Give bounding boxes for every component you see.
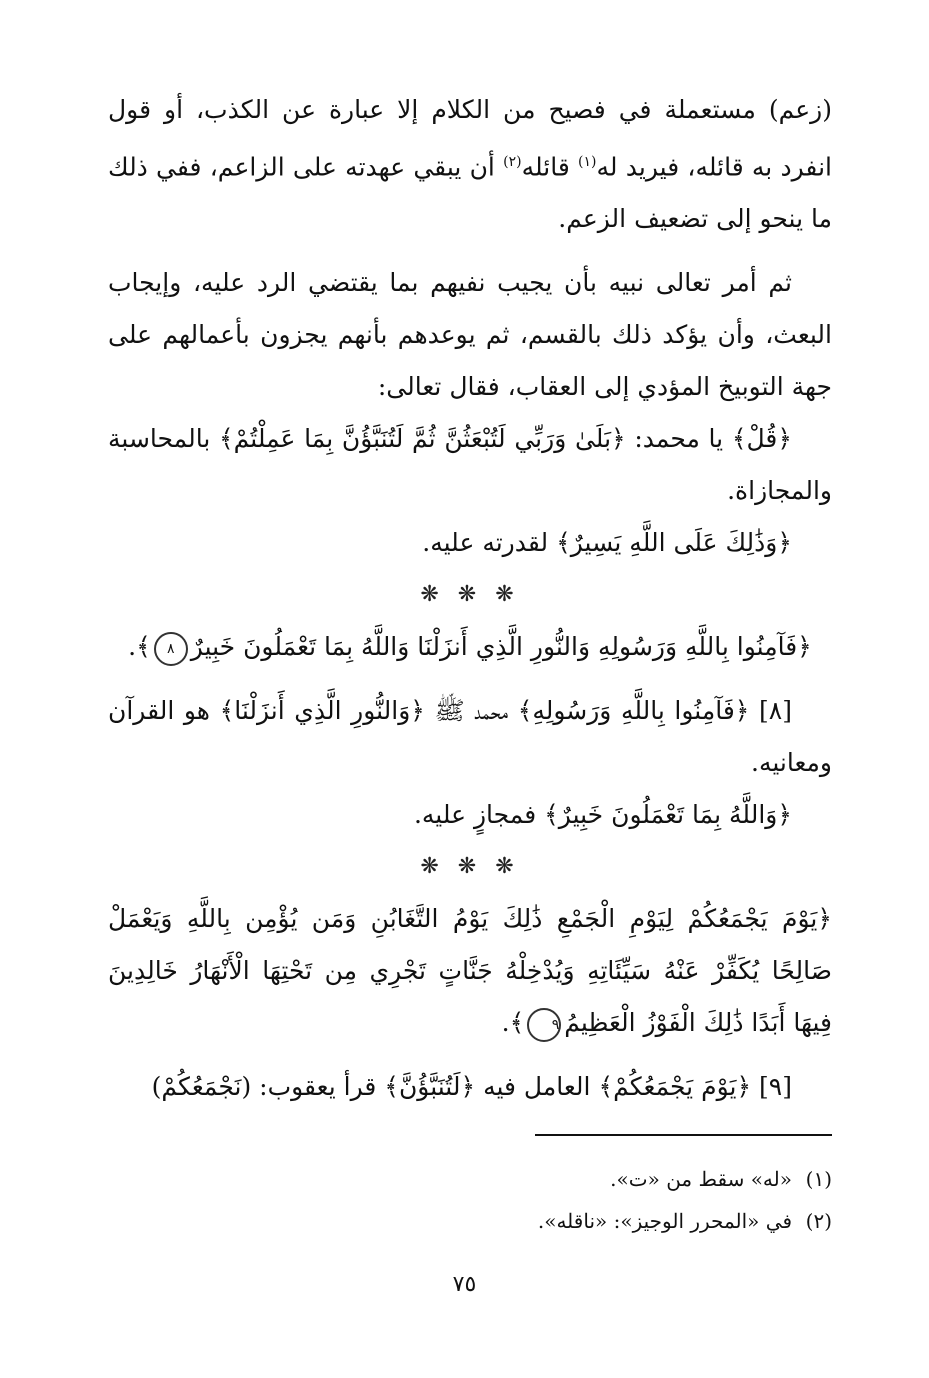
footnote-number: (٢) (805, 1209, 832, 1233)
text-run: هو القرآن ومعانيه. (108, 696, 832, 778)
quran-quote: ﴿يَوْمَ يَجْمَعُكُمْ﴾ (598, 1072, 752, 1102)
text-run: يا محمد: (625, 424, 732, 454)
text-run: فمجازٍ عليه. (413, 800, 545, 830)
ayah-8 (108, 621, 832, 673)
commentary-8 (108, 685, 832, 789)
verse-number: [٨] (749, 696, 792, 726)
commentary-line-yasir (108, 517, 832, 569)
paragraph-command: ثم أمر تعالى نبيه بأن يجيب نفيهم بما يقتضي الرد عليه، وإيجاب البعث، وأن يؤكد ذلك بالقسم، ثم يوعدهم بأنهم يجزون بأعمالهم على جهة التوبيخ المؤدي إلى العقاب، فقال تعالى: (108, 268, 832, 402)
text-run: لقدرته عليه. (422, 528, 557, 558)
footnote-ref-2[interactable]: (٢) (503, 154, 522, 170)
text-run: (زعم) مستعملة في فصيح من الكلام إلا عبارة عن الكذب، أو قول انفرد به قائله، فيريد له (108, 95, 832, 182)
quran-quote: ﴿وَذَٰلِكَ عَلَى اللَّهِ يَسِيرٌ﴾ (556, 528, 792, 558)
page-number: ٧٥ (452, 1272, 477, 1297)
quran-quote: ﴿قُلْ﴾ (731, 424, 792, 454)
spacer (108, 673, 832, 685)
section-divider: ❋ ❋ ❋ (420, 854, 520, 880)
quran-verse: ﴿يَوْمَ يَجْمَعُكُمْ لِيَوْمِ الْجَمْعِ ذَٰلِكَ يَوْمُ التَّغَابُنِ وَمَن يُؤْمِن بِاللَّهِ وَيَعْمَلْ صَالِحًا يُكَفِّرْ عَنْهُ سَيِّئَاتِهِ وَيُدْخِلْهُ جَنَّاتٍ تَجْرِي مِن تَحْتِهَا الْأَنْهَارُ خَالِدِينَ فِيهَا أَبَدًا ذَٰلِكَ الْفَوْزُ الْعَظِيمُ (108, 904, 832, 1038)
ayah-number-badge: ٩ (527, 1008, 561, 1042)
footnote-number: (١) (805, 1167, 832, 1191)
footnote-1 (108, 1158, 832, 1200)
spacer (108, 245, 832, 257)
footnotes (108, 1158, 832, 1242)
commentary-line-qul (108, 413, 832, 517)
commentary-9 (108, 1061, 832, 1113)
footnote-text: في «المحرر الوجيز»: «ناقله». (537, 1209, 792, 1233)
text-run: أن يبقي عهدته على الزاعم، ففي ذلك ما ينحو إلى تضعيف الزعم. (108, 152, 832, 234)
footnote-separator (535, 1134, 832, 1136)
text-run: محمد ﷺ (424, 696, 518, 726)
quran-quote: ﴿وَالنُّورِ الَّذِي أَنزَلْنَا﴾ (219, 696, 425, 726)
ayah-number-badge: ٨ (154, 632, 188, 666)
footnote-text: «له» سقط من «ت». (610, 1167, 792, 1191)
section-divider: ❋ ❋ ❋ (420, 582, 520, 608)
quran-quote: ﴿وَاللَّهُ بِمَا تَعْمَلُونَ خَبِيرٌ﴾ (544, 800, 792, 830)
footnote-2 (108, 1200, 832, 1242)
page-body (108, 84, 832, 1113)
commentary-8b (108, 789, 832, 841)
quran-quote: ﴿بَلَىٰ وَرَبِّي لَتُبْعَثُنَّ ثُمَّ لَتُنَبَّؤُنَّ بِمَا عَمِلْتُمْ﴾ (218, 424, 626, 454)
verse-number: [٩] (751, 1072, 792, 1102)
text-run: العامل فيه (475, 1072, 599, 1102)
text-run: قائله (521, 152, 579, 182)
text-run: قرأ يعقوب: (نَجْمَعُكُمْ) (151, 1072, 385, 1102)
text-run: بالمحاسبة والمجازاة. (108, 424, 832, 506)
quran-verse: ﴿فَآمِنُوا بِاللَّهِ وَرَسُولِهِ وَالنُّورِ الَّذِي أَنزَلْنَا وَاللَّهُ بِمَا تَعْمَلُونَ خَبِيرٌ (190, 632, 812, 662)
text-run: ﴾. (501, 1008, 525, 1038)
spacer (108, 1049, 832, 1061)
paragraph-zaam (108, 84, 832, 245)
quran-quote: ﴿لَتُنَبَّؤُنَّ﴾ (384, 1072, 476, 1102)
quran-quote: ﴿فَآمِنُوا بِاللَّهِ وَرَسُولِهِ﴾ (517, 696, 750, 726)
footnote-ref-1[interactable]: (١) (578, 154, 597, 170)
text-run: ﴾. (128, 632, 151, 662)
ayah-9 (108, 893, 832, 1049)
